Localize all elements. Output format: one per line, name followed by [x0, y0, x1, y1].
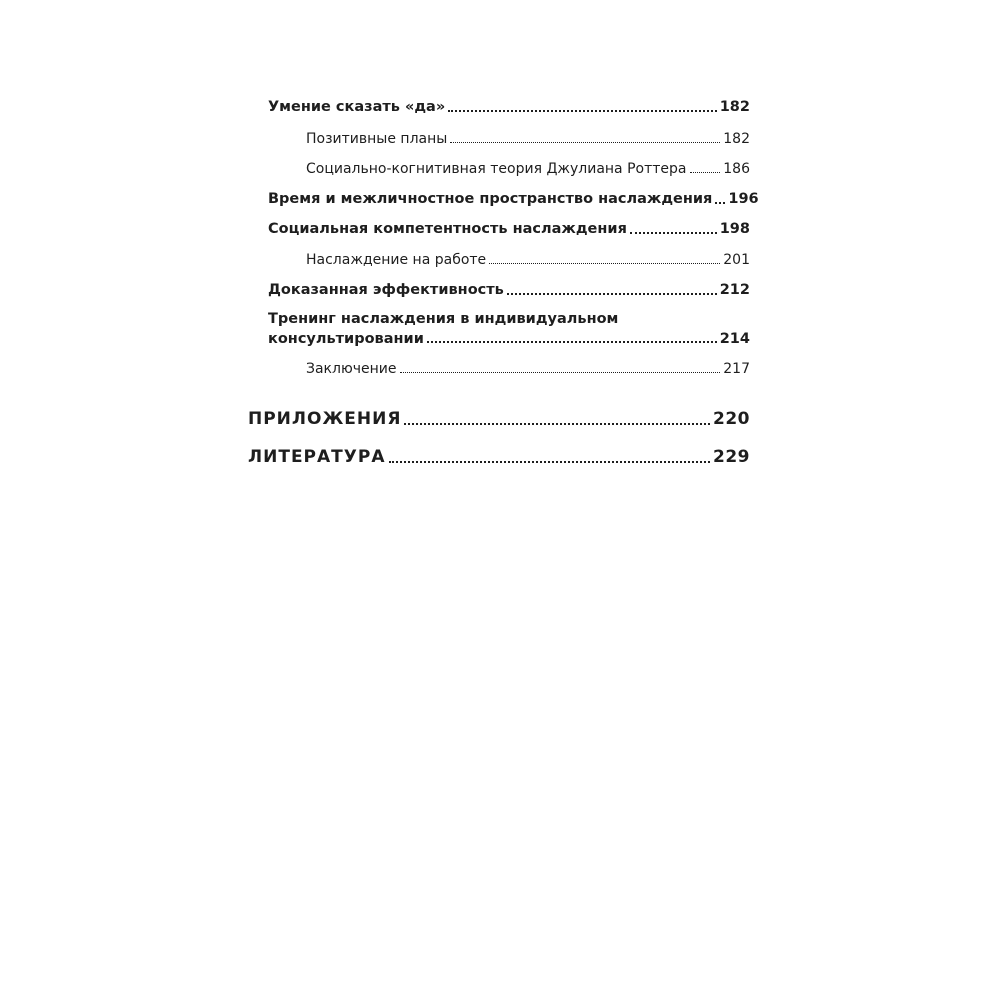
dot-leader [630, 232, 717, 234]
dot-leader [448, 110, 717, 112]
dot-leader [404, 423, 710, 425]
toc-entry-title: Социальная компетентность наслаждения [268, 221, 627, 237]
toc-entry-title: Доказанная эффективность [268, 282, 504, 298]
toc-entry-conclusion[interactable] [306, 362, 750, 376]
toc-entry-social-competence[interactable] [268, 222, 750, 237]
toc-entry-page: 186 [723, 161, 750, 177]
toc-entry-page: 198 [719, 221, 750, 237]
toc-entry-title: Время и межличностное пространство наслаждения [268, 191, 713, 207]
toc-entry-title: Заключение [306, 361, 397, 377]
toc-entry-title: Социально-когнитивная теория Джулиана Роттера [306, 161, 687, 177]
toc-entry-title: Наслаждение на работе [306, 252, 487, 268]
toc-entry-page: 182 [723, 131, 750, 147]
toc-section-title: ЛИТЕРАТУРА [248, 447, 386, 467]
dot-leader [715, 202, 725, 204]
toc-entry-title: Позитивные планы [306, 131, 448, 147]
toc-entry-page: 217 [723, 361, 750, 377]
toc-entry-saying-yes[interactable] [268, 100, 750, 115]
dot-leader [690, 172, 721, 173]
toc-section-literature[interactable] [248, 449, 750, 466]
toc-entry-rotter-theory[interactable] [306, 162, 750, 176]
toc-entry-positive-plans[interactable] [306, 132, 750, 146]
toc-section-appendices[interactable] [248, 411, 750, 428]
toc-entry-page: 182 [719, 99, 750, 115]
toc-entry-proven-effectiveness[interactable] [268, 283, 750, 298]
toc-entry-title: Умение сказать «да» [268, 99, 446, 115]
toc-section-title: ПРИЛОЖЕНИЯ [248, 409, 402, 429]
dot-leader [400, 372, 721, 373]
dot-leader [450, 142, 720, 143]
toc-entry-page: 196 [728, 191, 759, 207]
dot-leader [489, 263, 720, 264]
toc-entry-pleasure-at-work[interactable] [306, 253, 750, 267]
dot-leader [427, 341, 717, 343]
toc-entry-page: 214 [719, 330, 750, 347]
toc-entry-title-line1: Тренинг наслаждения в индивидуальном [268, 311, 619, 327]
toc-entry-page: 201 [723, 252, 750, 268]
toc-entry-individual-counseling[interactable] [268, 312, 750, 346]
toc-section-page: 220 [713, 409, 750, 429]
toc-entry-page: 212 [719, 282, 750, 298]
toc-entry-title-line2: консультировании [268, 330, 424, 347]
dot-leader [507, 293, 717, 295]
toc-section-page: 229 [713, 447, 750, 467]
dot-leader [389, 461, 711, 463]
toc-entry-time-and-space[interactable] [268, 191, 759, 207]
